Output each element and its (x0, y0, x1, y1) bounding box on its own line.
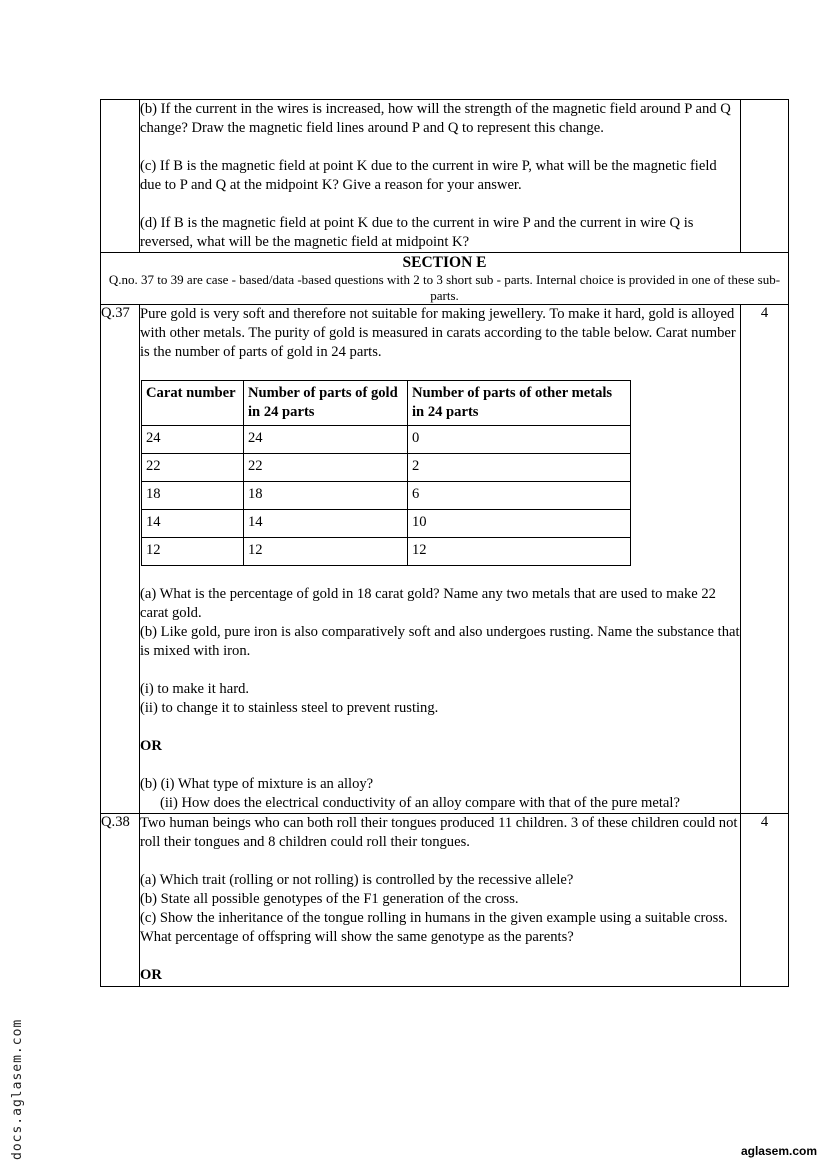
brand-footer: aglasem.com (740, 1144, 817, 1158)
q38-part-c: (c) Show the inheritance of the tongue rolling in humans in the given example using a suitable cross. What percentage of offspring will show the same genotype as the parents? (140, 910, 728, 945)
section-title: SECTION E (402, 254, 487, 271)
carat-table-header (142, 381, 631, 426)
q37-or: OR (140, 738, 162, 754)
q37-alt-b-ii (140, 794, 740, 813)
q38-number: Q.38 (101, 814, 140, 987)
section-instructions: Q.no. 37 to 39 are case - based/data -based questions with 2 to 3 short sub - parts. Internal choice is provided in one of these sub-parts. (108, 272, 781, 303)
table-cell: 18 (142, 482, 244, 510)
part-c: (c) If B is the magnetic field at point K due to the current in wire P, what will be the magnetic field due to P and Q at the midpoint K? Give a reason for your answer. (140, 158, 717, 193)
marks-cell (741, 100, 789, 253)
header-cell: Carat number (142, 381, 244, 426)
table-cell: 6 (408, 482, 631, 510)
table-row (142, 538, 631, 566)
section-header (101, 253, 789, 305)
table-cell: 22 (244, 454, 408, 482)
question-table (100, 99, 789, 987)
table-row (142, 454, 631, 482)
table-cell: 18 (244, 482, 408, 510)
part-d: (d) If B is the magnetic field at point K due to the current in wire P and the current in wire Q is reversed, what will be the magnetic field at midpoint K? (140, 215, 694, 250)
q37-alt-b-ii-text: (ii) How does the electrical conductivity of an alloy compare with that of the pure metal? (160, 795, 680, 811)
q37-part-a: (a) What is the percentage of gold in 18 carat gold? Name any two metals that are used to make 22 carat gold. (140, 586, 716, 621)
carat-table (141, 380, 631, 566)
table-cell: 24 (142, 426, 244, 454)
q37-row (101, 305, 789, 814)
table-row (142, 510, 631, 538)
table-cell: 22 (142, 454, 244, 482)
table-cell: 12 (408, 538, 631, 566)
q37-marks: 4 (741, 305, 789, 814)
table-cell: 0 (408, 426, 631, 454)
question-body (140, 100, 741, 253)
table-row (142, 482, 631, 510)
table-cell: 24 (244, 426, 408, 454)
q37-part-b-i: (i) to make it hard. (140, 681, 250, 697)
section-row (101, 253, 789, 305)
q37-number: Q.37 (101, 305, 140, 814)
table-cell: 2 (408, 454, 631, 482)
qno-cell (101, 100, 140, 253)
q38-body (140, 814, 741, 987)
q38-row (101, 814, 789, 987)
q37-intro: Pure gold is very soft and therefore not suitable for making jewellery. To make it hard, gold is alloyed with other metals. The purity of gold is measured in carats according to the table below. Carat number is the number of parts of gold in 24 parts. (140, 306, 736, 360)
q38-marks: 4 (741, 814, 789, 987)
q38-part-b: (b) State all possible genotypes of the F1 generation of the cross. (140, 891, 519, 907)
table-cell: 14 (142, 510, 244, 538)
table-row (142, 426, 631, 454)
header-cell: Number of parts of gold in 24 parts (244, 381, 408, 426)
part-b: (b) If the current in the wires is increased, how will the strength of the magnetic field around P and Q change? Draw the magnetic field lines around P and Q to represent this change. (140, 101, 731, 136)
table-cell: 14 (244, 510, 408, 538)
q38-part-a: (a) Which trait (rolling or not rolling) is controlled by the recessive allele? (140, 872, 574, 888)
q37-alt-b-i: (b) (i) What type of mixture is an alloy? (140, 776, 374, 792)
q38-or: OR (140, 967, 162, 983)
q37-body (140, 305, 741, 814)
continuation-row (101, 100, 789, 253)
table-cell: 12 (244, 538, 408, 566)
header-cell: Number of parts of other metals in 24 parts (408, 381, 631, 426)
q37-part-b-ii: (ii) to change it to stainless steel to prevent rusting. (140, 700, 439, 716)
table-cell: 10 (408, 510, 631, 538)
q38-intro: Two human beings who can both roll their tongues produced 11 children. 3 of these children could not roll their tongues and 8 children could roll their tongues. (140, 815, 738, 850)
q37-part-b: (b) Like gold, pure iron is also comparatively soft and also undergoes rusting. Name the substance that is mixed with iron. (140, 624, 740, 659)
table-cell: 12 (142, 538, 244, 566)
side-watermark: docs.aglasem.com (10, 1018, 25, 1160)
